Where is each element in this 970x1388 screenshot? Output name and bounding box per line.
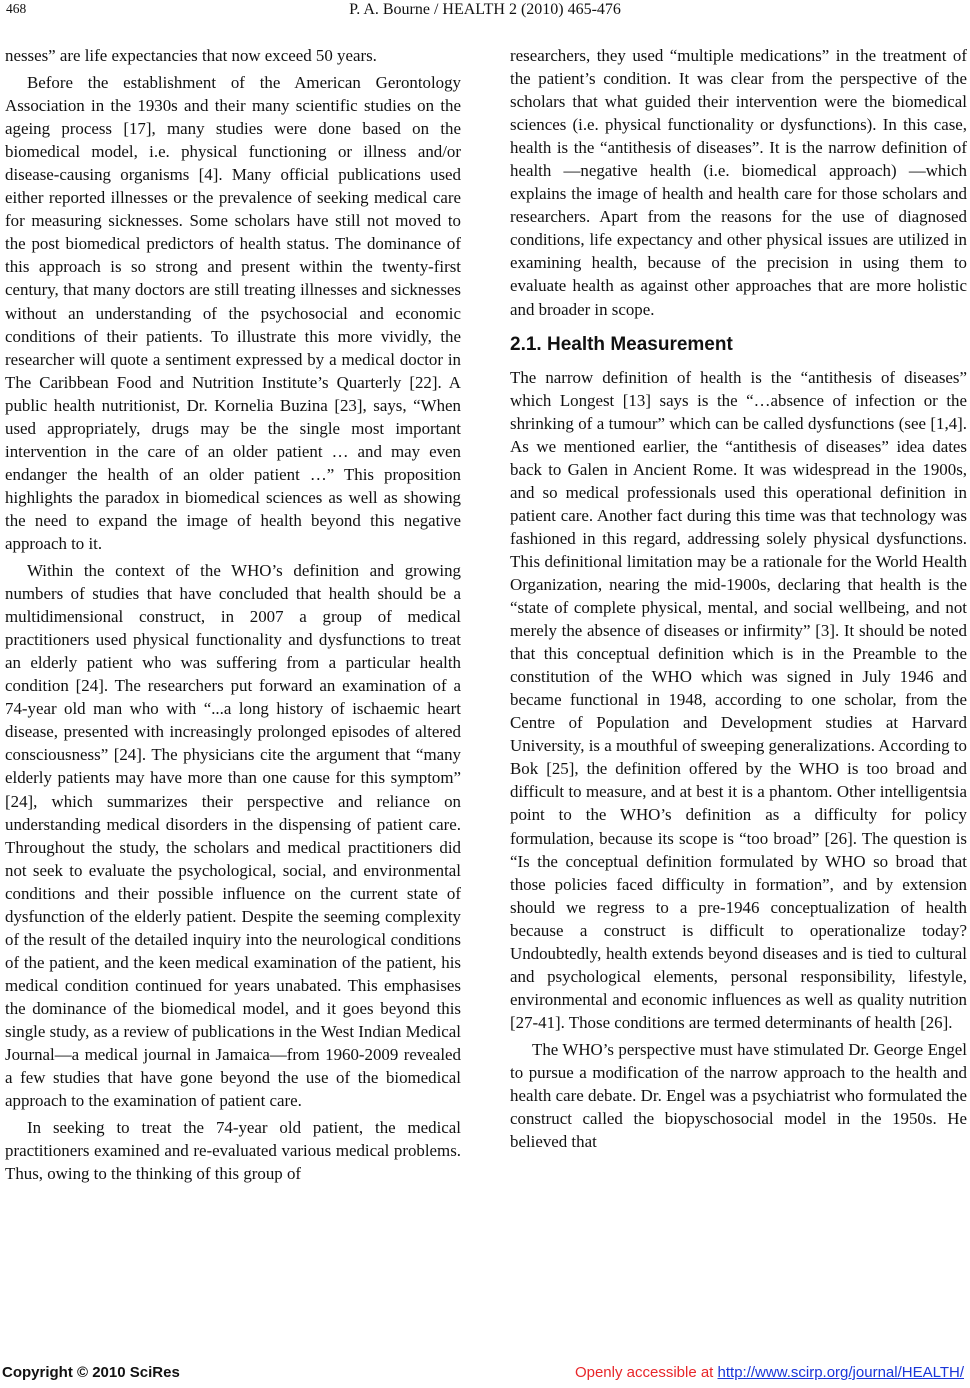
paragraph: The WHO’s perspective must have stimulated Dr. George Engel to pursue a modification of the narrow approach to the health and health care debate. Dr. Engel was a psychiatrist who formulated the construct called the biopyschosocial model in the 1950s. He believed that [510, 1039, 967, 1152]
copyright-notice: Copyright © 2010 SciRes [2, 1364, 180, 1381]
paragraph: researchers, they used “multiple medications” in the treatment of the patient’s condition. It was clear from the perspective of the scholars that what guided their intervention were the biomedical sciences (i.e. physical functionality or dysfunctions). In this case, health is the “antithesis of diseases”. It is the narrow definition of health —negative health (i.e. biomedical approach) —which explains the image of health and health care for those scholars and researchers. Apart from the reasons for the use of diagnosed conditions, life expectancy and other physical issues are utilized in examining health, because of the precision in using them to evaluate health as against other approaches that are more holistic and broader in scope. [510, 46, 967, 319]
open-access-notice [575, 1364, 964, 1381]
paragraph: The narrow definition of health is the “antithesis of diseases” which Longest [13] says is the “…absence of infection or the shrinking of a tumour” which can be called dysfunctions (see [1,4]. As we mentioned earlier, the “antithesis of diseases” idea dates back to Galen in Ancient Rome. It was widespread in the 1900s, and so medical professionals used this operational definition in patient care. Another fact during this time was that technology was fashioned in this regard, addressing solely physical dysfunctions. This definitional limitation may be a rationale for the World Health Organization, nearing the mid-1900s, declaring that health is the “state of complete physical, mental, and social wellbeing, and not merely the absence of diseases or infirmity” [3]. It should be noted that this conceptual definition which is in the Preamble to the constitution of the WHO which was signed in July 1946 and became functional in 1948, according to one scholar, from the Centre of Population and Development studies at Harvard University, is a mouthful of sweeping generalizations. According to Bok [25], the definition offered by the WHO is too broad and difficult to measure, and at best it is a phantom. Other intelligentsia point to the WHO’s definition as a difficulty for policy formulation, because its scope is “too broad” [26]. The question is “Is the conceptual definition formulated by WHO so broad that those policies faced difficulty in formation”, and by extension should we regress to a pre-1946 conceptualization of health because a construct is difficult to operationalize today? Undoubtedly, health extends beyond diseases and is tied to cultural and psychological elements, personal responsibility, lifestyle, environmental and economic influences as well as quality nutrition [27-41]. Those conditions are termed determinants of health [26]. [510, 367, 967, 1032]
right-column [510, 44, 967, 1153]
section-heading: 2.1. Health Measurement [510, 333, 733, 355]
paragraph: nesses” are life expectancies that now exceed 50 years. [5, 46, 377, 65]
paragraph: Within the context of the WHO’s definition and growing numbers of studies that have concluded that health should be a multidimensional construct, in 2007 a group of medical practitioners used physical functionality and dysfunctions to treat an elderly patient who was suffering from a particular health condition [24]. The researchers put forward an examination of a 74-year old man who with “...a long history of ischaemic heart disease, presented with increasingly prolonged episodes of altered consciousness” [24]. The physicians cite the argument that “many elderly patients may have more than one cause for this symptom” [24], which summarizes their perspective and reliance on understanding medical disorders in the dispensing of patient care. Throughout the study, the scholars and medical practitioners did not seek to evaluate the psychological, social, and environmental conditions and their possible influence on the current state of dysfunction of the elderly patient. Despite the seeming complexity of the result of the detailed inquiry into the neurological conditions of the patient, and the keen medical examination of the patient, his medical condition continued for years unabated. This emphasises the dominance of the biomedical model, and it goes beyond this single study, as a review of publications in the West Indian Medical Journal—a medical journal in Jamaica—from 1960-2009 revealed a few studies that have gone beyond the use of the biomedical approach to the examination of patient care. [5, 561, 461, 1111]
paragraph: In seeking to treat the 74-year old patient, the medical practitioners examined and re-evaluated various medical problems. Thus, owing to the thinking of this group of [5, 1118, 461, 1184]
paragraph: Before the establishment of the American Gerontology Association in the 1930s and their many scientific studies on the ageing process [17], many studies were done based on the biomedical model, i.e. physical functioning or illness and/or disease-causing organisms [4]. Many official publications used either reported illnesses or the prevalence of seeking medical care for measuring sicknesses. Some scholars have still not moved to the post biomedical predictors of health status. The dominance of this approach is so strong and present within the twenty-first century, that many doctors are still treating illnesses and sicknesses without an understanding of the psychosocial and economic conditions of their patients. To illustrate this more vividly, the researcher will quote a sentiment expressed by a medical doctor in The Caribbean Food and Nutrition Institute’s Quarterly [22]. A public health nutritionist, Dr. Kornelia Buzina [23], says, “When used appropriately, drugs may be the single most important intervention in the care of an older patient … and may even endanger the health of an older patient …” This proposition highlights the paradox in biomedical sciences as well as showing the need to expand the image of health beyond this negative approach to it. [5, 73, 461, 553]
left-column [5, 44, 461, 1185]
running-title: P. A. Bourne / HEALTH 2 (2010) 465-476 [349, 1, 621, 18]
open-access-label: Openly accessible at [574, 1364, 718, 1381]
journal-link[interactable]: http://www.scirp.org/journal/HEALTH/ [717, 1364, 964, 1381]
page-number: 468 [6, 1, 27, 16]
